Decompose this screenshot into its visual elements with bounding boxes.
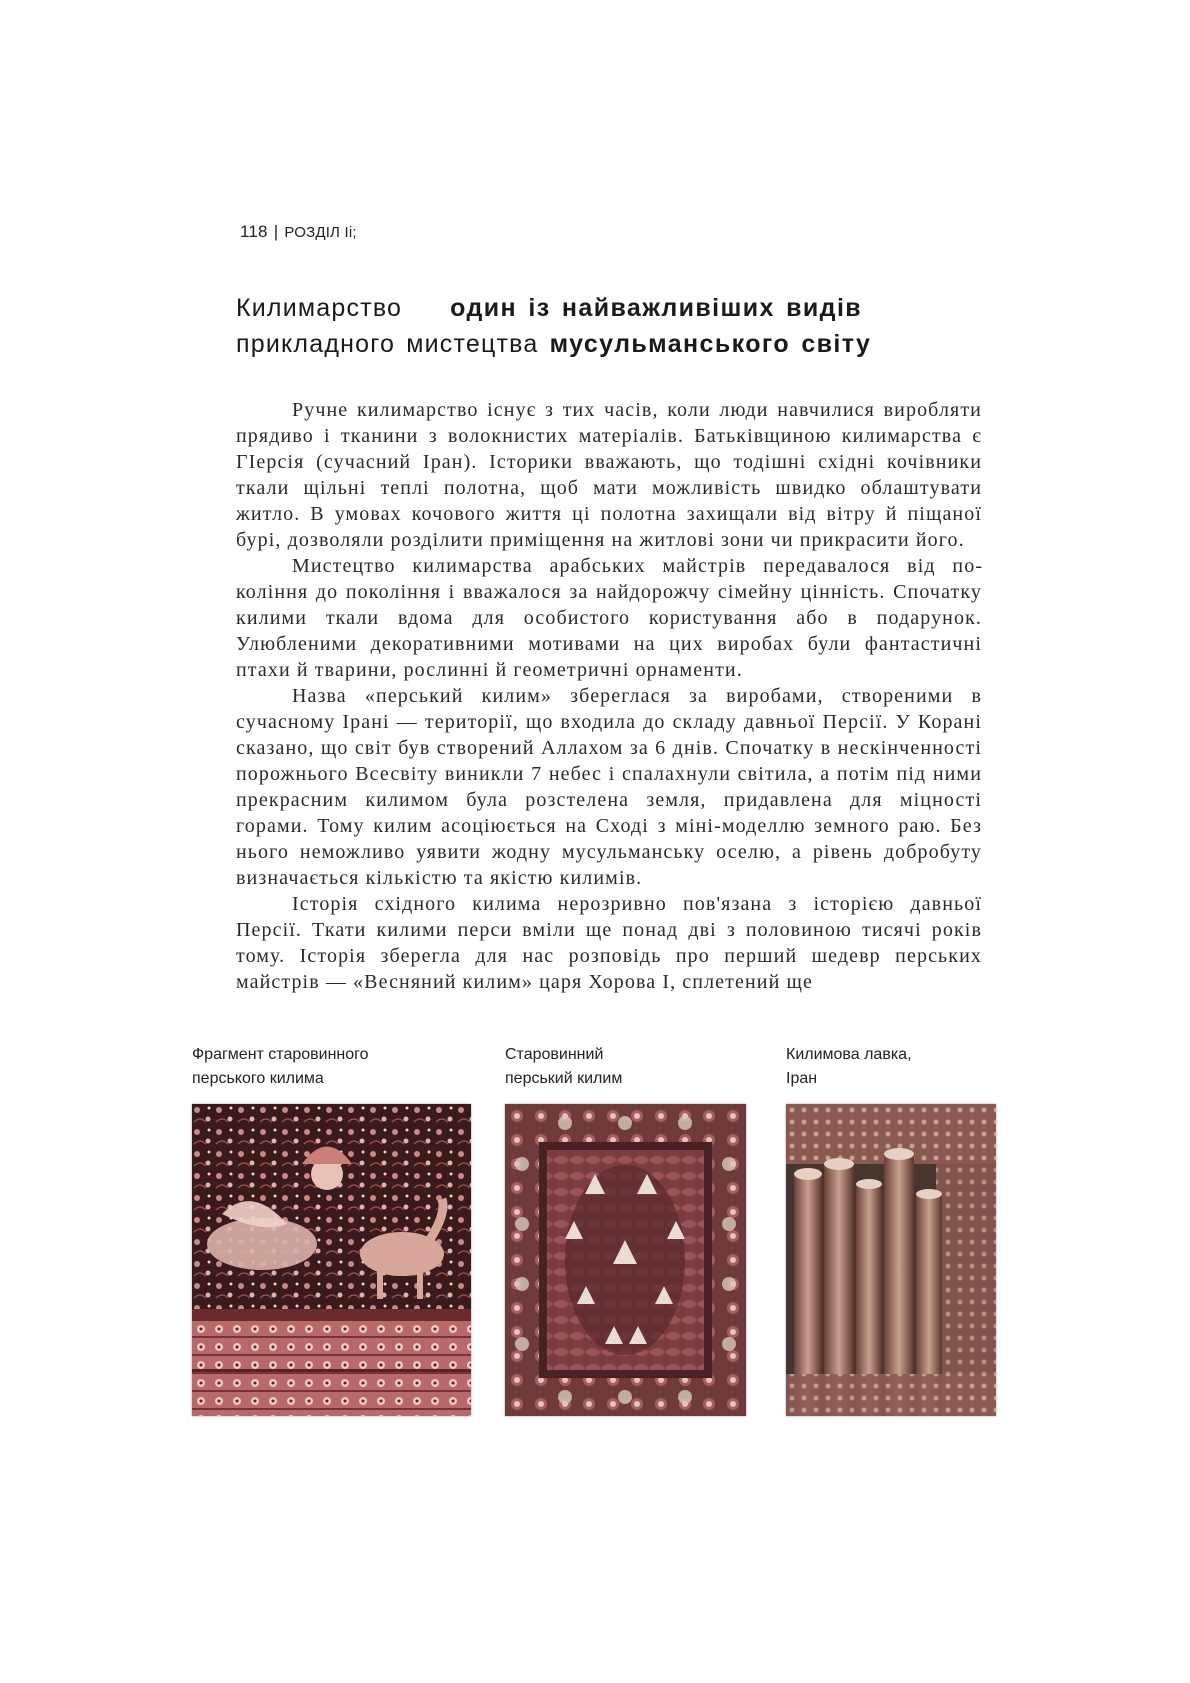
paragraph: Назва «перський килим» збереглася за виробами, створеними в сучасному Ірані — території, що входила до складу давньої Персії. У Корані сказано, що світ був створений Аллахом за 6 днів. Спочатку в нескінченності порожнього Всесвіту виникли 7 небес і спалахнули світила, а потім під ними прекрасним килимом була розстелена земля, придавлена для міцності горами. Тому килим асоціюється на Сході з міні-моделлю земного раю. Без нього неможливо уявити жодну мусульманську оселю, а рівень добробуту визначається кількістю та якістю килимів. <box>236 685 982 889</box>
caption-line: Старовинний <box>505 1046 604 1063</box>
figure-caption-2 <box>505 1043 622 1091</box>
figure-caption-1 <box>192 1043 369 1091</box>
caption-line: перського килима <box>192 1070 324 1087</box>
title-line1-plain: Килимарство <box>236 294 403 322</box>
caption-line: Килимова лавка, <box>786 1046 912 1063</box>
title-line1-bold: один із найважливіших видів <box>450 294 863 322</box>
article-body <box>236 397 982 995</box>
section-label: РОЗДІЛ Ii; <box>284 224 357 241</box>
caption-line: Іран <box>786 1070 818 1087</box>
carpet-shop-image <box>786 1104 996 1416</box>
title-line-2 <box>236 326 936 362</box>
title-line2-bold: мусульманського світу <box>549 330 872 358</box>
title-line2-plain: прикладного мистецтва <box>236 330 539 358</box>
header-separator: | <box>273 222 279 241</box>
paragraph: Мистецтво килимарства арабських майстрів передавалося від покоління до покоління і вважалося за найдорожчу сімейну цінність. Спочатку килими ткали вдома для особистого користування або в подарунок. Улюбленими декоративними мотивами на цих виробах були фантастичні птахи й тварини, рослинні й геометричні орнаменти. <box>236 555 982 681</box>
caption-line: Фрагмент старовинного <box>192 1046 369 1063</box>
article-title <box>236 290 936 362</box>
antique-carpet-image <box>505 1104 746 1416</box>
page-header <box>240 222 357 242</box>
title-line-1 <box>236 290 936 326</box>
paragraph: Ручне килимарство існує з тих часів, коли люди навчилися виробляти прядиво і тканини з волокнистих матеріалів. Батьківщиною килимарства є ГІерсія (сучасний Іран). Історики вважають, що тодішні східні кочівники ткали щільні теплі полотна, щоб мати можливість швидко облаштувати житло. В умовах кочового життя ці полотна захищали від вітру й піщаної бурі, дозволяли розділити приміщення на житлові зони чи прикрасити його. <box>236 399 982 551</box>
carpet-fragment-image <box>192 1104 471 1416</box>
figure-caption-3 <box>786 1043 912 1091</box>
caption-line: перський килим <box>505 1070 623 1087</box>
page-number: 118 <box>240 222 268 241</box>
paragraph: Історія східного килима нерозривно пов'язана з історією давньої Персії. Ткати килими перси вміли ще понад дві з половиною тисячі років тому. Історія зберегла для нас розповідь про перший шедевр перських майстрів — «Весняний килим» царя Хорова І, сплетений ще <box>236 893 982 993</box>
